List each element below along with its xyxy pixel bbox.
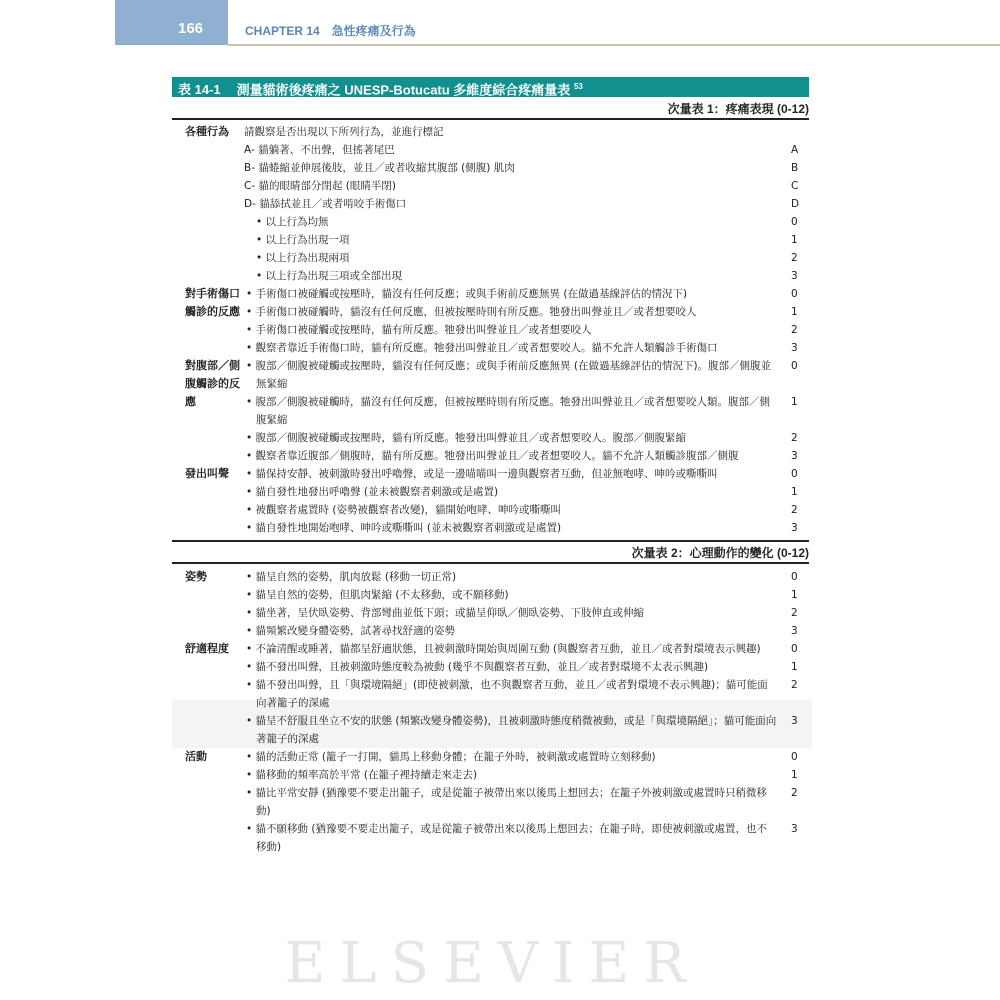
row-score: 3 xyxy=(791,342,798,354)
table-reference: 53 xyxy=(573,82,583,91)
row-description: • 貓自發性地發出呼嚕聲 (並未被觀察者刺激或是處置) xyxy=(246,486,499,498)
row-score: 1 xyxy=(791,234,798,246)
page-number: 166 xyxy=(178,20,204,37)
criterion-group xyxy=(172,285,809,357)
table-row xyxy=(244,321,809,339)
criterion-label: 姿勢 xyxy=(185,570,207,583)
table-row xyxy=(244,159,809,177)
row-description: • 貓坐著，呈伏臥姿勢、背部彎曲並低下頭；或貓呈仰臥／側臥姿勢、下肢伸直或伸縮 xyxy=(246,607,645,619)
row-description: • 貓頻繁改變身體姿勢，試著尋找舒適的姿勢 xyxy=(246,625,456,637)
header-divider xyxy=(228,44,1000,46)
row-description: • 貓移動的頻率高於平常 (在籠子裡持續走來走去) xyxy=(246,769,478,781)
table-row xyxy=(244,357,809,393)
table-row xyxy=(244,393,809,429)
row-description: • 觀察者靠近手術傷口時，貓有所反應。牠發出叫聲並且／或者想要咬人。貓不允許人類觸診手術傷口 xyxy=(246,342,718,354)
criterion-items xyxy=(244,357,809,465)
subscale-1-title: 次量表 1：疼痛表現 (0-12) xyxy=(667,102,809,116)
row-description: • 以上行為出現一項 xyxy=(256,234,350,246)
criterion-items xyxy=(244,123,809,285)
row-score: 3 xyxy=(791,270,798,282)
table-row xyxy=(244,447,809,465)
criterion-label: 活動 xyxy=(185,750,207,763)
row-score: 2 xyxy=(791,252,798,264)
row-score: 0 xyxy=(791,468,798,480)
chapter-heading: CHAPTER 14 急性疼痛及行為 xyxy=(245,24,416,38)
row-description: • 貓的活動正常 (籠子一打開，貓馬上移動身體；在籠子外時，被刺激或處置時立刻移動) xyxy=(246,751,656,763)
criterion-label: 對腹部／側腹觸診的反應 xyxy=(185,359,240,408)
subscale-2-top-rule xyxy=(172,540,809,542)
row-score: 0 xyxy=(791,216,798,228)
row-score: 1 xyxy=(791,589,798,601)
row-description: • 貓不發出叫聲，且「與環境隔絕」(即使被刺激，也不與觀察者互動，並且／或者對環境不表示興趣)；貓可能面向著籠子的深處 xyxy=(246,679,768,709)
row-score: 3 xyxy=(791,450,798,462)
table-row xyxy=(244,586,809,604)
table-row xyxy=(244,766,809,784)
criterion-group xyxy=(172,568,809,640)
row-score: 3 xyxy=(791,823,798,835)
table-row xyxy=(244,213,809,231)
row-description: D- 貓舔拭並且／或者啃咬手術傷口 xyxy=(244,198,407,210)
table-row xyxy=(244,501,809,519)
row-score: 1 xyxy=(791,661,798,673)
criterion-group xyxy=(172,357,809,465)
table-row xyxy=(244,177,809,195)
table-row xyxy=(244,712,809,748)
row-description: 請觀察是否出現以下所列行為，並進行標記 xyxy=(244,126,444,138)
table-row xyxy=(244,784,809,820)
row-score: 2 xyxy=(791,607,798,619)
criterion-items xyxy=(244,285,809,357)
criterion-items xyxy=(244,748,809,856)
table-row xyxy=(244,339,809,357)
row-score: 3 xyxy=(791,625,798,637)
table-row xyxy=(244,640,809,658)
row-description: • 以上行為出現兩項 xyxy=(256,252,350,264)
page-number-tab xyxy=(115,0,228,45)
table-row xyxy=(244,303,809,321)
row-score: 0 xyxy=(791,360,798,372)
table-row xyxy=(244,658,809,676)
row-score: 1 xyxy=(791,396,798,408)
table-row xyxy=(244,465,809,483)
table-row xyxy=(244,519,809,537)
row-score: 2 xyxy=(791,324,798,336)
row-description: • 以上行為出現三項或全部出現 xyxy=(256,270,403,282)
row-score: 2 xyxy=(791,679,798,691)
criterion-label: 舒適程度 xyxy=(185,642,229,655)
subscale-2-body xyxy=(172,568,809,856)
row-score: C xyxy=(791,180,799,192)
row-description: • 腹部／側腹被碰觸或按壓時，貓沒有任何反應；或與手術前反應無異 (在做過基線評估的情況下)。腹部／側腹並無緊縮 xyxy=(246,360,772,390)
table-row xyxy=(244,568,809,586)
row-score xyxy=(791,123,809,141)
row-description: C- 貓的眼睛部分閉起 (眼睛半閉) xyxy=(244,180,396,192)
row-description: • 被觀察者處置時 (姿勢被觀察者改變)，貓開始咆哮、呻吟或嘶嘶叫 xyxy=(246,504,562,516)
row-score: 3 xyxy=(791,715,798,727)
row-description: • 不論清醒或睡著，貓都呈舒適狀態，且被刺激時開始與周圍互動 (與觀察者互動，並且／或者對環境表示興趣) xyxy=(246,643,761,655)
row-score: B xyxy=(791,162,799,174)
table-row xyxy=(244,123,809,141)
row-description: • 貓不願移動 (猶豫要不要走出籠子，或是從籠子被帶出來以後馬上想回去；在籠子時，即使被刺激或處置，也不移動) xyxy=(246,823,767,853)
table-row xyxy=(244,141,809,159)
table-title: 測量貓術後疼痛之 UNESP-Botucatu 多維度綜合疼痛量表 xyxy=(236,82,571,97)
table-number: 表 14-1 xyxy=(178,82,221,97)
table-row xyxy=(244,195,809,213)
criterion-items xyxy=(244,568,809,640)
criterion-items xyxy=(244,640,809,748)
table-row xyxy=(244,267,809,285)
row-description: • 觀察者靠近腹部／側腹時，貓有所反應。牠發出叫聲並且／或者想要咬人。貓不允許人類觸診腹部／側腹 xyxy=(246,450,739,462)
row-description: B- 貓蜷縮並伸展後肢，並且／或者收縮其腹部 (側腹) 肌肉 xyxy=(244,162,515,174)
row-description: • 貓不發出叫聲，且被刺激時態度較為被動 (幾乎不與觀察者互動，並且／或者對環境不太表示興趣) xyxy=(246,661,709,673)
table-row xyxy=(244,622,809,640)
criterion-group xyxy=(172,748,809,856)
row-description: • 貓呈不舒服且坐立不安的狀態 (頻繁改變身體姿勢)，且被刺激時態度稍微被動，或是「與環境隔絕」；貓可能面向著籠子的深處 xyxy=(246,715,777,745)
row-score: 0 xyxy=(791,571,798,583)
row-description: A- 貓躺著、不出聲，但搖著尾巴 xyxy=(244,144,395,156)
row-score: 0 xyxy=(791,751,798,763)
table-row xyxy=(244,820,809,856)
criterion-items xyxy=(244,465,809,537)
criterion-label: 對手術傷口觸診的反應 xyxy=(185,287,240,318)
table-row xyxy=(244,429,809,447)
elsevier-watermark-text: ELSEVIER xyxy=(284,931,700,990)
row-description: • 手術傷口被碰觸時，貓沒有任何反應，但被按壓時則有所反應。牠發出叫聲並且／或者想要咬人 xyxy=(246,306,697,318)
row-score: 1 xyxy=(791,306,798,318)
row-description: • 貓保持安靜、被刺激時發出呼嚕聲，或是一邊喵喵叫一邊與觀察者互動，但並無咆哮、呻吟或嘶嘶叫 xyxy=(246,468,718,480)
criterion-group xyxy=(172,640,809,748)
row-description: • 貓呈自然的姿勢，但肌肉緊縮 (不太移動，或不願移動) xyxy=(246,589,509,601)
row-score: 2 xyxy=(791,432,798,444)
table-row xyxy=(244,483,809,501)
row-description: • 以上行為均無 xyxy=(256,216,329,228)
row-description: • 手術傷口被碰觸或按壓時，貓有所反應。牠發出叫聲並且／或者想要咬人 xyxy=(246,324,592,336)
table-row xyxy=(244,249,809,267)
table-row xyxy=(244,231,809,249)
row-description: • 腹部／側腹被碰觸時，貓沒有任何反應，但被按壓時則有所反應。牠發出叫聲並且／或者想要咬人類。腹部／側腹緊縮 xyxy=(246,396,771,426)
table-title-bar xyxy=(172,77,809,97)
subscale-1-body xyxy=(172,123,809,537)
row-description: • 貓自發性地開始咆哮、呻吟或嘶嘶叫 (並未被觀察者刺激或是處置) xyxy=(246,522,562,534)
row-score: 2 xyxy=(791,787,798,799)
criterion-group xyxy=(172,465,809,537)
table-row xyxy=(244,748,809,766)
table-row xyxy=(244,676,809,712)
criterion-label: 各種行為 xyxy=(185,125,229,138)
row-score: A xyxy=(791,144,799,156)
row-score: 1 xyxy=(791,769,798,781)
row-description: • 腹部／側腹被碰觸或按壓時，貓有所反應。牠發出叫聲並且／或者想要咬人。腹部／側腹緊縮 xyxy=(246,432,687,444)
row-score: 3 xyxy=(791,522,798,534)
criterion-group xyxy=(172,123,809,285)
row-description: • 手術傷口被碰觸或按壓時，貓沒有任何反應；或與手術前反應無異 (在做過基線評估的情況下) xyxy=(246,288,688,300)
row-score: 2 xyxy=(791,504,798,516)
row-score: 1 xyxy=(791,486,798,498)
subscale-2-title: 次量表 2：心理動作的變化 (0-12) xyxy=(631,546,809,560)
criterion-label: 發出叫聲 xyxy=(185,467,229,480)
row-description: • 貓呈自然的姿勢，肌肉放鬆 (移動一切正常) xyxy=(246,571,457,583)
row-description: • 貓比平常安靜 (猶豫要不要走出籠子，或是從籠子被帶出來以後馬上想回去；在籠子外被刺激或處置時只稍微移動) xyxy=(246,787,767,817)
table-row xyxy=(244,285,809,303)
row-score: D xyxy=(791,198,800,210)
table-14-1 xyxy=(172,77,809,856)
elsevier-watermark xyxy=(172,930,812,990)
row-score: 0 xyxy=(791,288,798,300)
subscale-1-rule xyxy=(172,118,809,120)
subscale-2-rule xyxy=(172,562,809,564)
table-row xyxy=(244,604,809,622)
row-score: 0 xyxy=(791,643,798,655)
